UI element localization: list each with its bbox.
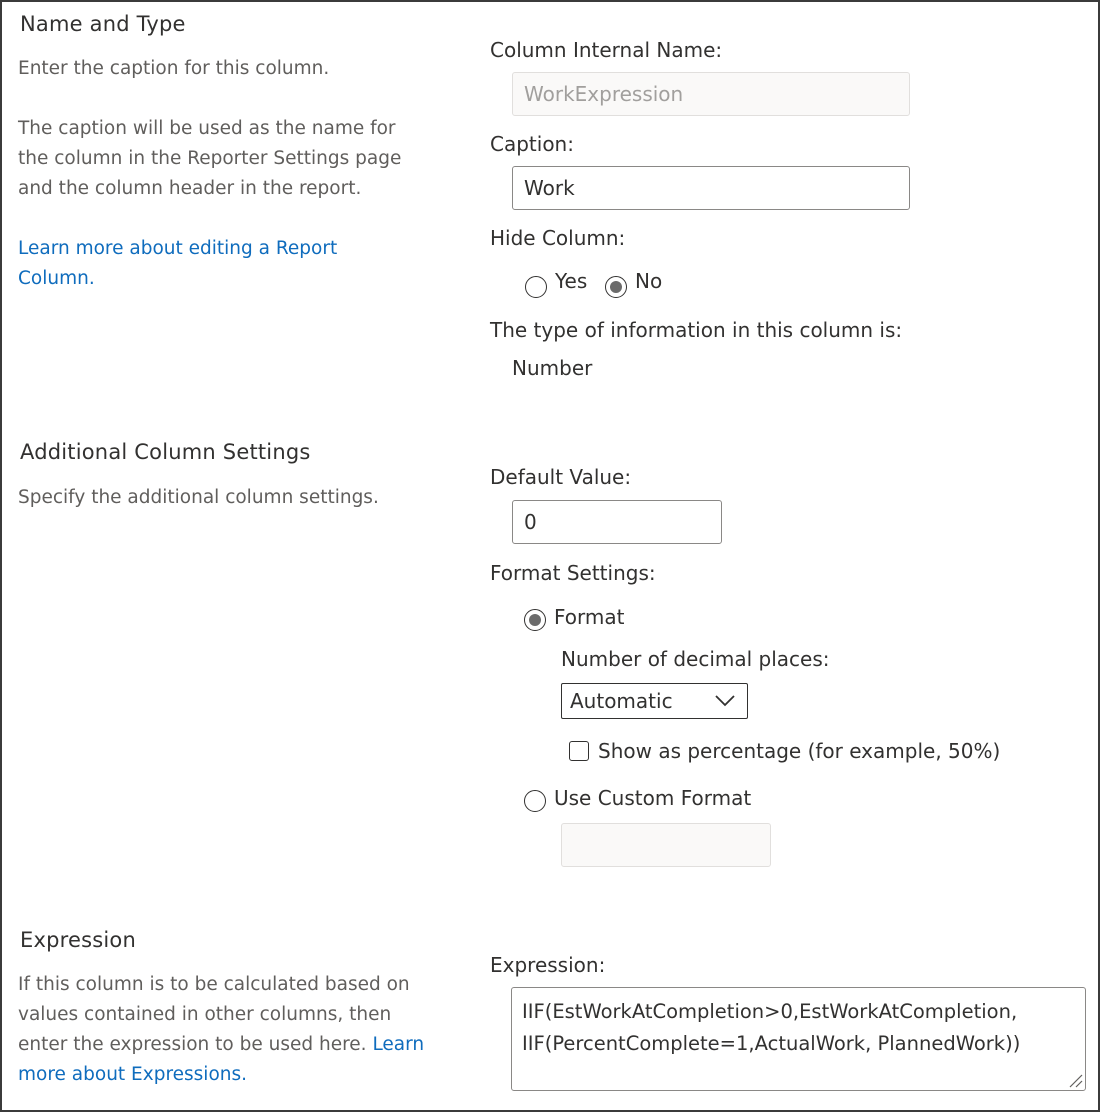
decimal-places-label: Number of decimal places: bbox=[561, 647, 830, 671]
caption-input[interactable] bbox=[512, 166, 910, 210]
custom-format-input[interactable] bbox=[561, 823, 771, 867]
format-radio[interactable] bbox=[524, 609, 546, 631]
show-percentage-checkbox[interactable] bbox=[569, 741, 589, 761]
learn-more-report-column-link[interactable]: Learn more about editing a Report bbox=[18, 238, 338, 259]
hide-column-yes-radio[interactable] bbox=[525, 276, 547, 298]
default-value-text: 0 bbox=[524, 510, 537, 534]
show-percentage-label: Show as percentage (for example, 50%) bbox=[598, 739, 1001, 763]
expression-label: Expression: bbox=[490, 953, 606, 977]
expression-desc-line-2: values contained in other columns, then bbox=[18, 1004, 392, 1025]
section-title-additional-settings: Additional Column Settings bbox=[20, 440, 311, 464]
expression-desc-line-1: If this column is to be calculated based on bbox=[18, 974, 410, 995]
learn-more-expressions-link-cont[interactable]: more about Expressions. bbox=[18, 1064, 248, 1085]
custom-format-radio[interactable] bbox=[524, 790, 546, 812]
internal-name-label: Column Internal Name: bbox=[490, 38, 723, 62]
expression-textarea[interactable] bbox=[511, 987, 1086, 1091]
expression-line-1: IIF(EstWorkAtCompletion>0,EstWorkAtCompletion, bbox=[522, 1000, 1018, 1023]
name-type-desc-line-3: and the column header in the report. bbox=[18, 178, 362, 199]
internal-name-value: WorkExpression bbox=[524, 82, 684, 106]
name-type-desc-line-2: the column in the Reporter Settings page bbox=[18, 148, 402, 169]
expression-desc-line-3 bbox=[18, 1030, 424, 1060]
decimal-places-select[interactable] bbox=[561, 683, 748, 719]
default-value-input[interactable] bbox=[512, 500, 722, 544]
hide-column-yes-label: Yes bbox=[555, 269, 588, 293]
hide-column-no-label: No bbox=[635, 269, 663, 293]
name-type-desc-line-1: The caption will be used as the name for bbox=[18, 118, 396, 139]
chevron-down-icon bbox=[715, 695, 735, 707]
learn-more-report-column-link-cont[interactable]: Column. bbox=[18, 268, 95, 289]
decimal-places-value: Automatic bbox=[570, 689, 673, 713]
format-settings-label: Format Settings: bbox=[490, 561, 656, 585]
caption-label: Caption: bbox=[490, 132, 574, 156]
caption-value: Work bbox=[524, 176, 575, 200]
learn-more-expressions-link[interactable]: Learn bbox=[372, 1034, 425, 1055]
format-radio-label: Format bbox=[554, 605, 625, 629]
name-type-intro: Enter the caption for this column. bbox=[18, 58, 330, 79]
section-title-name-and-type: Name and Type bbox=[20, 12, 186, 36]
internal-name-input[interactable] bbox=[512, 72, 910, 116]
resize-grip-icon[interactable] bbox=[1067, 1072, 1083, 1088]
additional-settings-desc: Specify the additional column settings. bbox=[18, 487, 379, 508]
default-value-label: Default Value: bbox=[490, 465, 632, 489]
section-title-expression: Expression bbox=[20, 928, 136, 952]
column-type-label: The type of information in this column is: bbox=[490, 318, 903, 342]
hide-column-no-radio[interactable] bbox=[605, 276, 627, 298]
custom-format-label: Use Custom Format bbox=[554, 786, 752, 810]
column-type-value: Number bbox=[512, 356, 593, 380]
hide-column-label: Hide Column: bbox=[490, 226, 626, 250]
expression-desc-line-3-text: enter the expression to be used here. bbox=[18, 1034, 367, 1055]
expression-line-2: IIF(PercentComplete=1,ActualWork, PlannedWork)) bbox=[522, 1032, 1021, 1055]
